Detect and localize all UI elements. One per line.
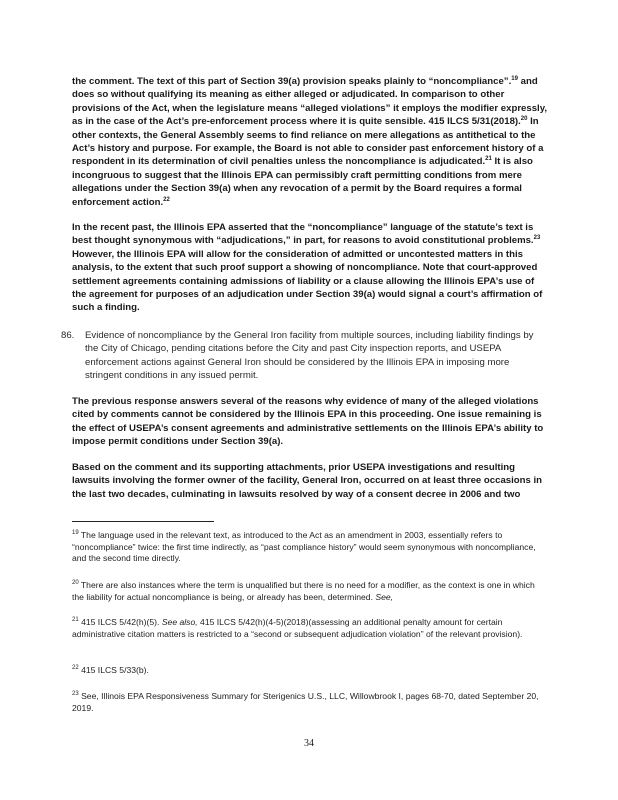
para-text: Based on the comment and its supporting attachments, prior USEPA investigations and resulting lawsuits involving the former owner of the facility, General Iron, occurred on at least three occasions in the last two decades, culminating in lawsuits resolved by way of a consent decree in 2006 and two xyxy=(72,462,543,500)
footnote-text: 415 ILCS 5/42(h)(5). xyxy=(78,617,162,627)
footnote-number: 23 xyxy=(72,691,79,698)
footnote-text: The language used in the relevant text, as introduced to the Act as an amendment in 2003, essentially refers to “noncompliance” twice: the first time indirectly, as “past compliance history” would seem synonymous with noncompliance, and the second time directly. xyxy=(72,530,536,564)
footnote-number: 19 xyxy=(72,530,79,537)
footnote-ref[interactable]: 22 xyxy=(163,196,170,203)
footnote-ref[interactable]: 23 xyxy=(533,235,541,242)
para-text: In other contexts, the General Assembly seems to find reliance on mere allegations as antithetical to the Act’s history and purpose. For example, the Board is not able to consider past enforcement history of a respondent in its determination of civil penalties unless the noncompliance is adjudicated. xyxy=(72,116,544,168)
footnote-number: 21 xyxy=(72,617,79,624)
footnote-text: 415 ILCS 5/42(h)(4-5)(2018)(assessing an additional penalty amount for certain administrative citation matters is restricted to a “second or subsequent adjudication violation” of the relevant provision). xyxy=(72,617,523,639)
footnote-text: 415 ILCS 5/33(b). xyxy=(78,665,149,675)
footnote-number: 20 xyxy=(72,580,79,587)
comment-number: 86. xyxy=(61,330,75,341)
paragraph-recent-past xyxy=(72,221,548,315)
footnote-21 xyxy=(72,617,548,640)
paragraph-previous-response xyxy=(72,395,548,449)
comment-text: Evidence of noncompliance by the General Iron facility from multiple sources, including liability findings by the City of Chicago, pending citations before the City and past City inspection reports, and USEPA enforcement actions against General Iron should be considered by the Illinois EPA in imposing more stringent conditions in any issued permit. xyxy=(85,330,534,382)
para-text: However, the Illinois EPA will allow for the consideration of admitted or uncontested matters in this analysis, to the extent that such proof support a showing of noncompliance. Note that court-approved settlement agreements containing admissions of liability or a clause allowing the Illinois EPA’s use of the agreement for purposes of an adjudication under Section 39(a) would signal a court’s affirmation of such a finding. xyxy=(72,248,543,314)
footnote-text: There are also instances where the term is unqualified but there is no need for a modifier, as the context is one in which the liability for actual noncompliance is being, or already has been, determined. xyxy=(72,580,535,602)
footnote-22 xyxy=(72,665,548,677)
footnote-ref[interactable]: 21 xyxy=(485,156,492,163)
footnote-separator xyxy=(72,521,214,522)
footnote-signal: See, xyxy=(375,591,394,602)
para-text: and does so without qualifying its meaning as either alleged or adjudicated. In comparison to other provisions of the Act, when the legislature means “alleged violations” it employs the modifier expressly, as in the case of the Act’s pre-enforcement process where it is quite sensible. 415 ILCS 5/31(2018). xyxy=(72,76,548,128)
paragraph-based-on-comment xyxy=(72,461,548,501)
para-text: It is also incongruous to suggest that the Illinois EPA can permissibly craft permitting conditions from mere allegations under the Section 39(a) when any revocation of a permit by the Board requires a formal enforcement action. xyxy=(72,156,533,208)
footnote-ref[interactable]: 19 xyxy=(511,75,518,82)
footnote-signal: See also, xyxy=(161,617,198,627)
footnote-19 xyxy=(72,530,548,565)
footnote-number: 22 xyxy=(72,665,79,672)
comment-86 xyxy=(61,329,548,383)
footnote-ref[interactable]: 20 xyxy=(520,116,528,123)
footnote-text: See, Illinois EPA Responsiveness Summary for Sterigenics U.S., LLC, Willowbrook I, pages 68-70, dated September 20, 2019. xyxy=(72,691,539,713)
footnote-20 xyxy=(72,580,548,603)
para-text: In the recent past, the Illinois EPA asserted that the “noncompliance” language of the statute’s text is best thought synonymous with “adjudications,” in part, for reasons to avoid constitutional problems. xyxy=(72,222,534,247)
para-text: The previous response answers several of the reasons why evidence of many of the alleged violations cited by comments cannot be considered by the Illinois EPA in this proceeding. One issue remaining is the effect of USEPA’s consent agreements and administrative settlements on the Illinois EPA’s ability to impose permit conditions under Section 39(a). xyxy=(72,396,544,448)
para-text: the comment. The text of this part of Section 39(a) provision speaks plainly to “noncompliance”. xyxy=(72,76,512,87)
footnote-23 xyxy=(72,691,548,714)
page-number: 34 xyxy=(304,738,314,749)
paragraph-statutory-text xyxy=(72,75,548,209)
